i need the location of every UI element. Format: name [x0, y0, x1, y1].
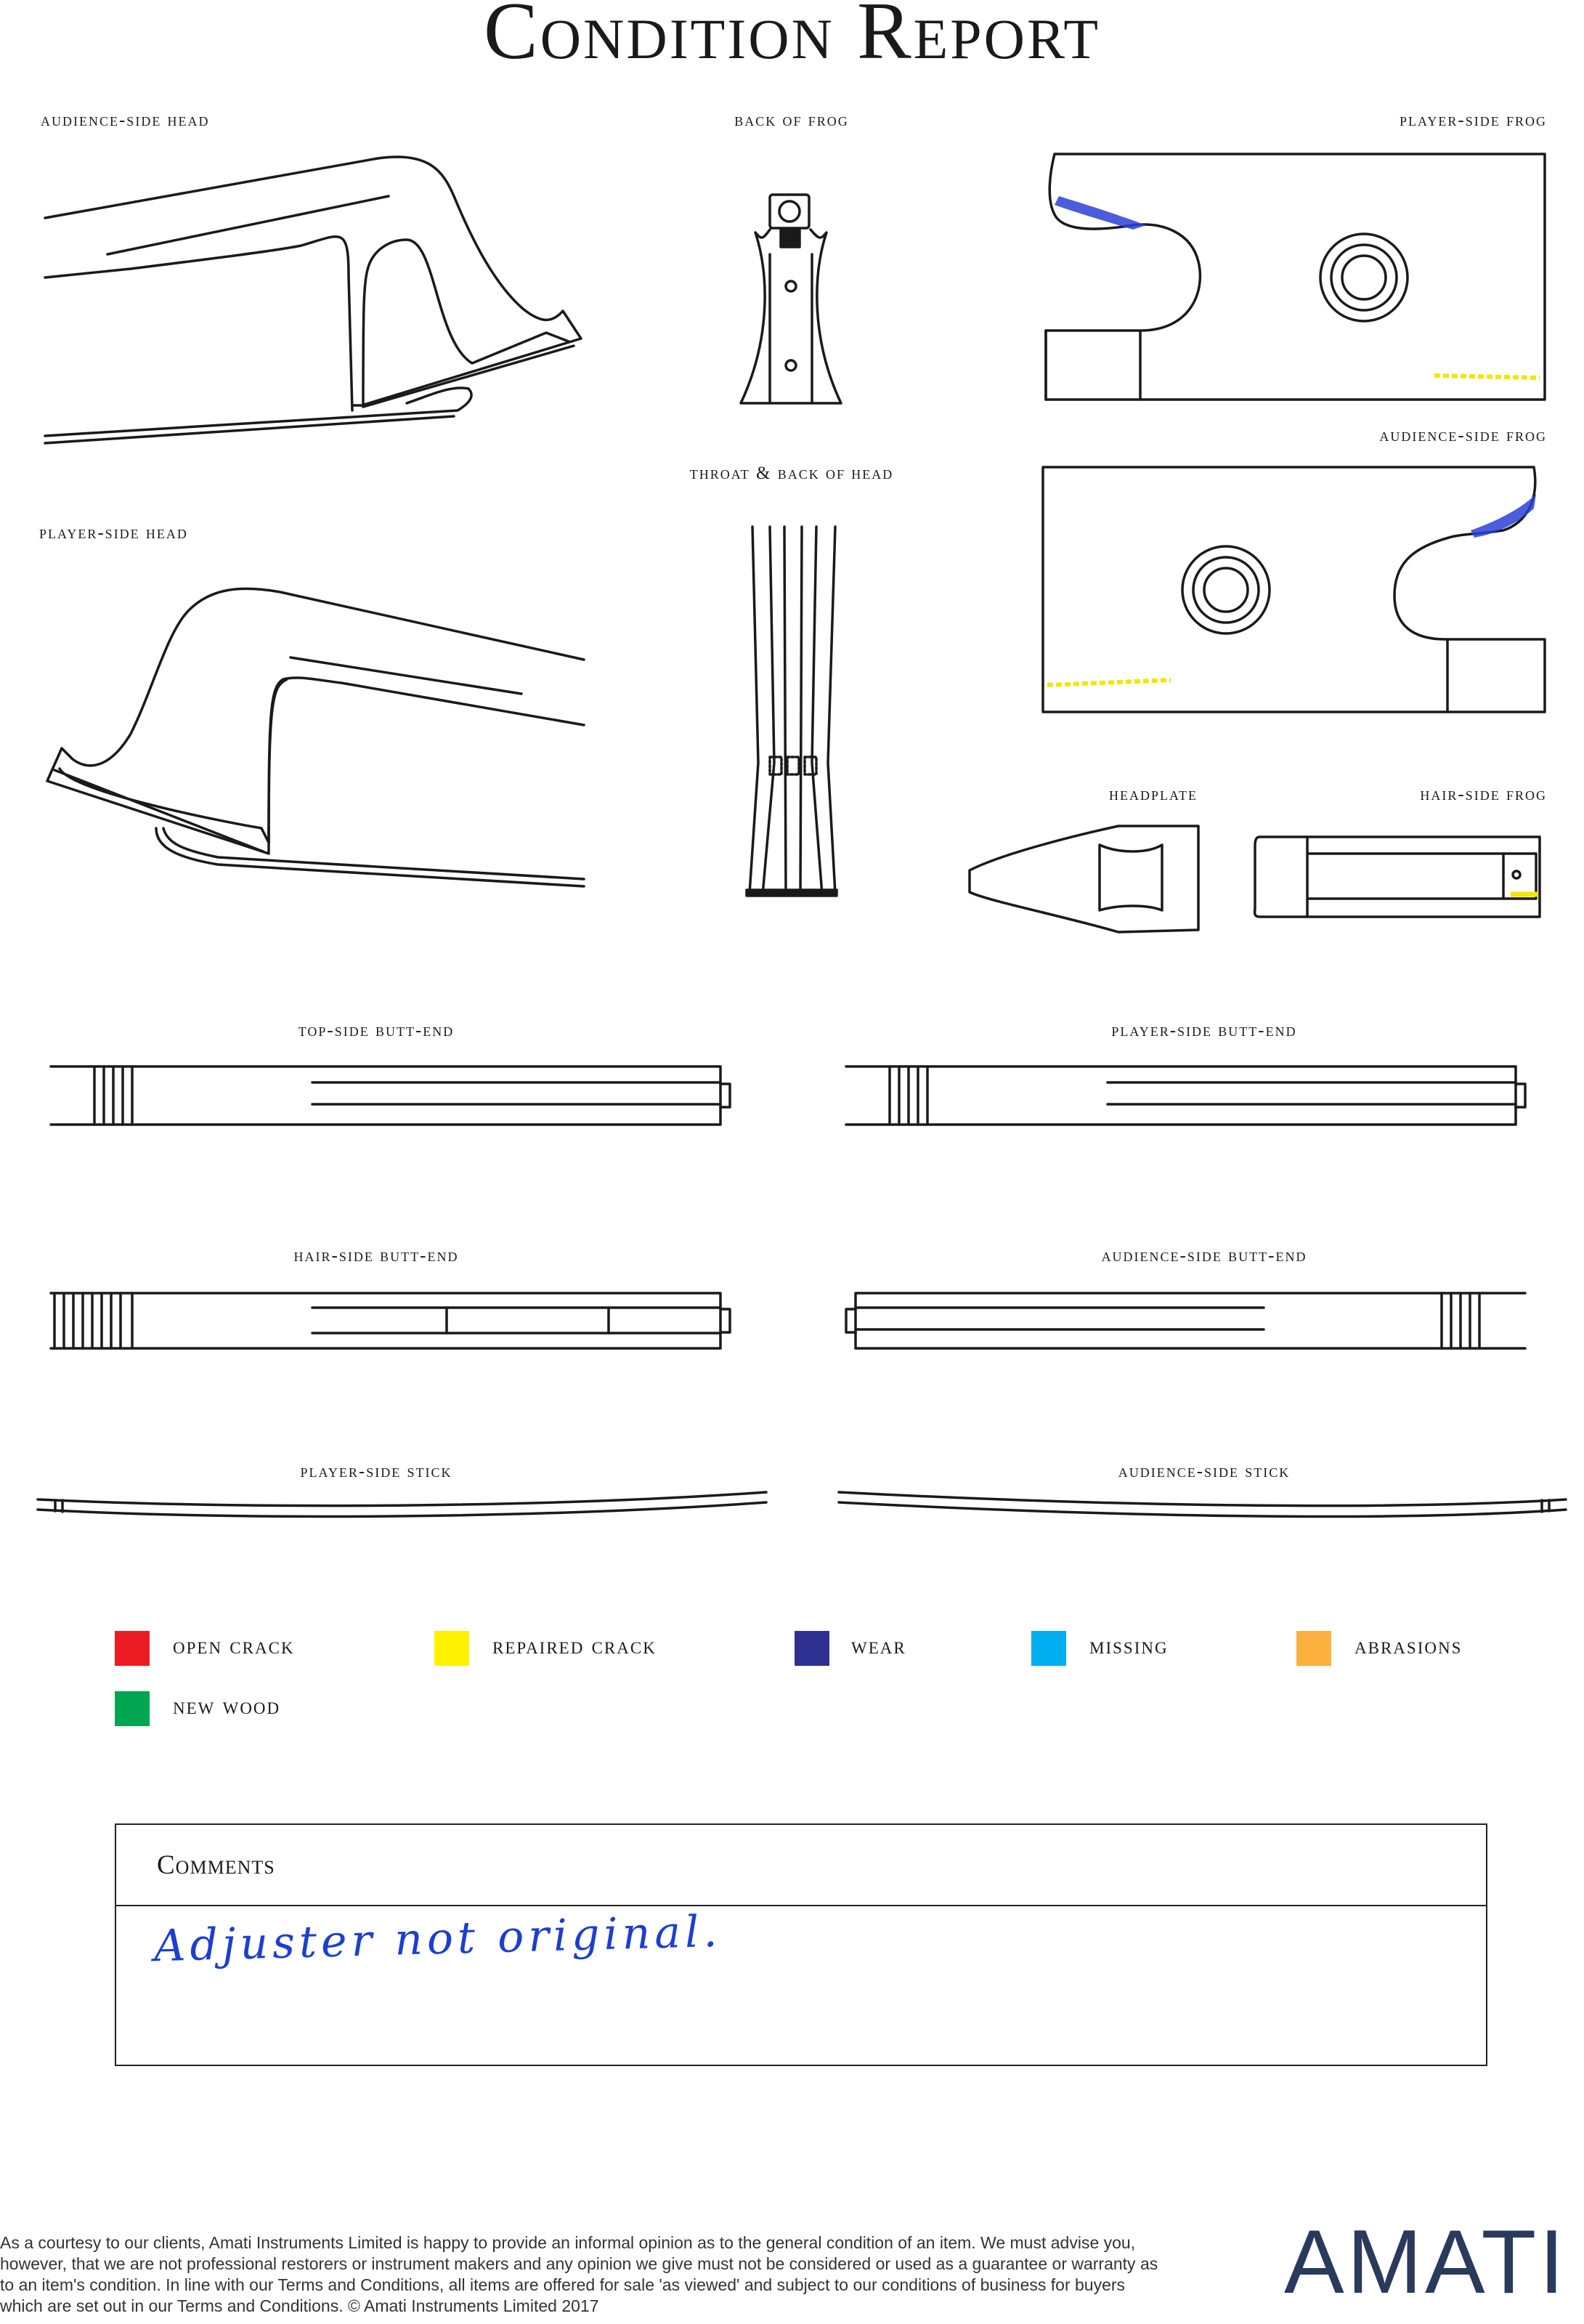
label-player-side-head: player-side head: [39, 523, 188, 543]
throat-back-of-head-drawing: [747, 527, 837, 896]
legend-swatch-wear: [795, 1631, 829, 1666]
audience-side-frog-drawing: [1043, 467, 1545, 712]
label-throat-back-of-head: throat & back of head: [689, 463, 894, 483]
label-player-side-frog: player-side frog: [1400, 110, 1547, 130]
legend-label-open-crack: open crack: [173, 1633, 295, 1659]
handwritten-comment: Adjuster not original.: [153, 1906, 723, 1972]
player-side-stick-drawing: [38, 1492, 766, 1516]
hair-side-frog-drawing: [1255, 837, 1540, 917]
label-top-side-butt-end: top-side butt-end: [298, 1021, 455, 1040]
comments-box: [115, 1823, 1487, 2066]
player-side-frog-drawing: [1046, 154, 1545, 400]
legend-label-wear: wear: [851, 1633, 906, 1659]
label-player-side-stick: player-side stick: [300, 1462, 452, 1481]
label-audience-side-head: audience-side head: [41, 110, 210, 130]
legend-swatch-abrasions: [1296, 1631, 1331, 1666]
comments-header: [116, 1825, 1486, 1906]
top-side-butt-end-drawing: [51, 1066, 730, 1125]
legend-swatch-new-wood: [115, 1691, 150, 1726]
repair-mark-player-frog: [1434, 376, 1540, 378]
legend-label-missing: missing: [1089, 1633, 1169, 1659]
legend-label-abrasions: abrasions: [1354, 1633, 1463, 1659]
legend-swatch-open-crack: [115, 1631, 150, 1666]
legend-swatch-missing: [1031, 1631, 1066, 1666]
legend-label-new-wood: new wood: [173, 1693, 281, 1720]
condition-marks: [1047, 196, 1540, 894]
label-player-side-butt-end: player-side butt-end: [1111, 1021, 1297, 1040]
audience-side-butt-end-drawing: [846, 1293, 1525, 1348]
headplate-drawing: [970, 826, 1198, 932]
label-hair-side-butt-end: hair-side butt-end: [293, 1246, 459, 1266]
disclaimer-text: As a courtesy to our clients, Amati Instruments Limited is happy to provide an informal opinion as to the general condition of an item. We must advise you, however, that we are not professional restorers or instrument makers and any opinion we give must not be considered or used as a guarantee or warranty as to an item's condition. In line with our Terms and Conditions, all items are offered for sale 'as viewed' and subject to our conditions of business for buyers which are set out in our Terms and Conditions. © Amati Instruments Limited 2017: [0, 2233, 1158, 2315]
label-audience-side-butt-end: audience-side butt-end: [1101, 1246, 1307, 1266]
player-side-butt-end-drawing: [846, 1066, 1525, 1125]
hair-side-butt-end-drawing: [51, 1293, 730, 1348]
audience-side-head-drawing: [45, 157, 581, 443]
legend-swatch-repaired-crack: [434, 1631, 469, 1666]
label-headplate: headplate: [1109, 785, 1198, 804]
player-side-head-drawing: [47, 588, 584, 886]
label-back-of-frog: back of frog: [734, 110, 849, 130]
back-of-frog-drawing: [741, 195, 841, 403]
label-audience-side-frog: audience-side frog: [1379, 426, 1547, 445]
amati-logo: AMATI: [1284, 2212, 1567, 2312]
audience-side-stick-drawing: [839, 1492, 1566, 1516]
comments-heading: Comments: [157, 1850, 275, 1880]
repair-mark-audience-frog: [1047, 680, 1171, 685]
label-audience-side-stick: audience-side stick: [1118, 1462, 1291, 1481]
page-title: Condition Report: [484, 0, 1100, 76]
label-hair-side-frog: hair-side frog: [1420, 785, 1547, 804]
legend-label-repaired-crack: repaired crack: [492, 1633, 657, 1659]
